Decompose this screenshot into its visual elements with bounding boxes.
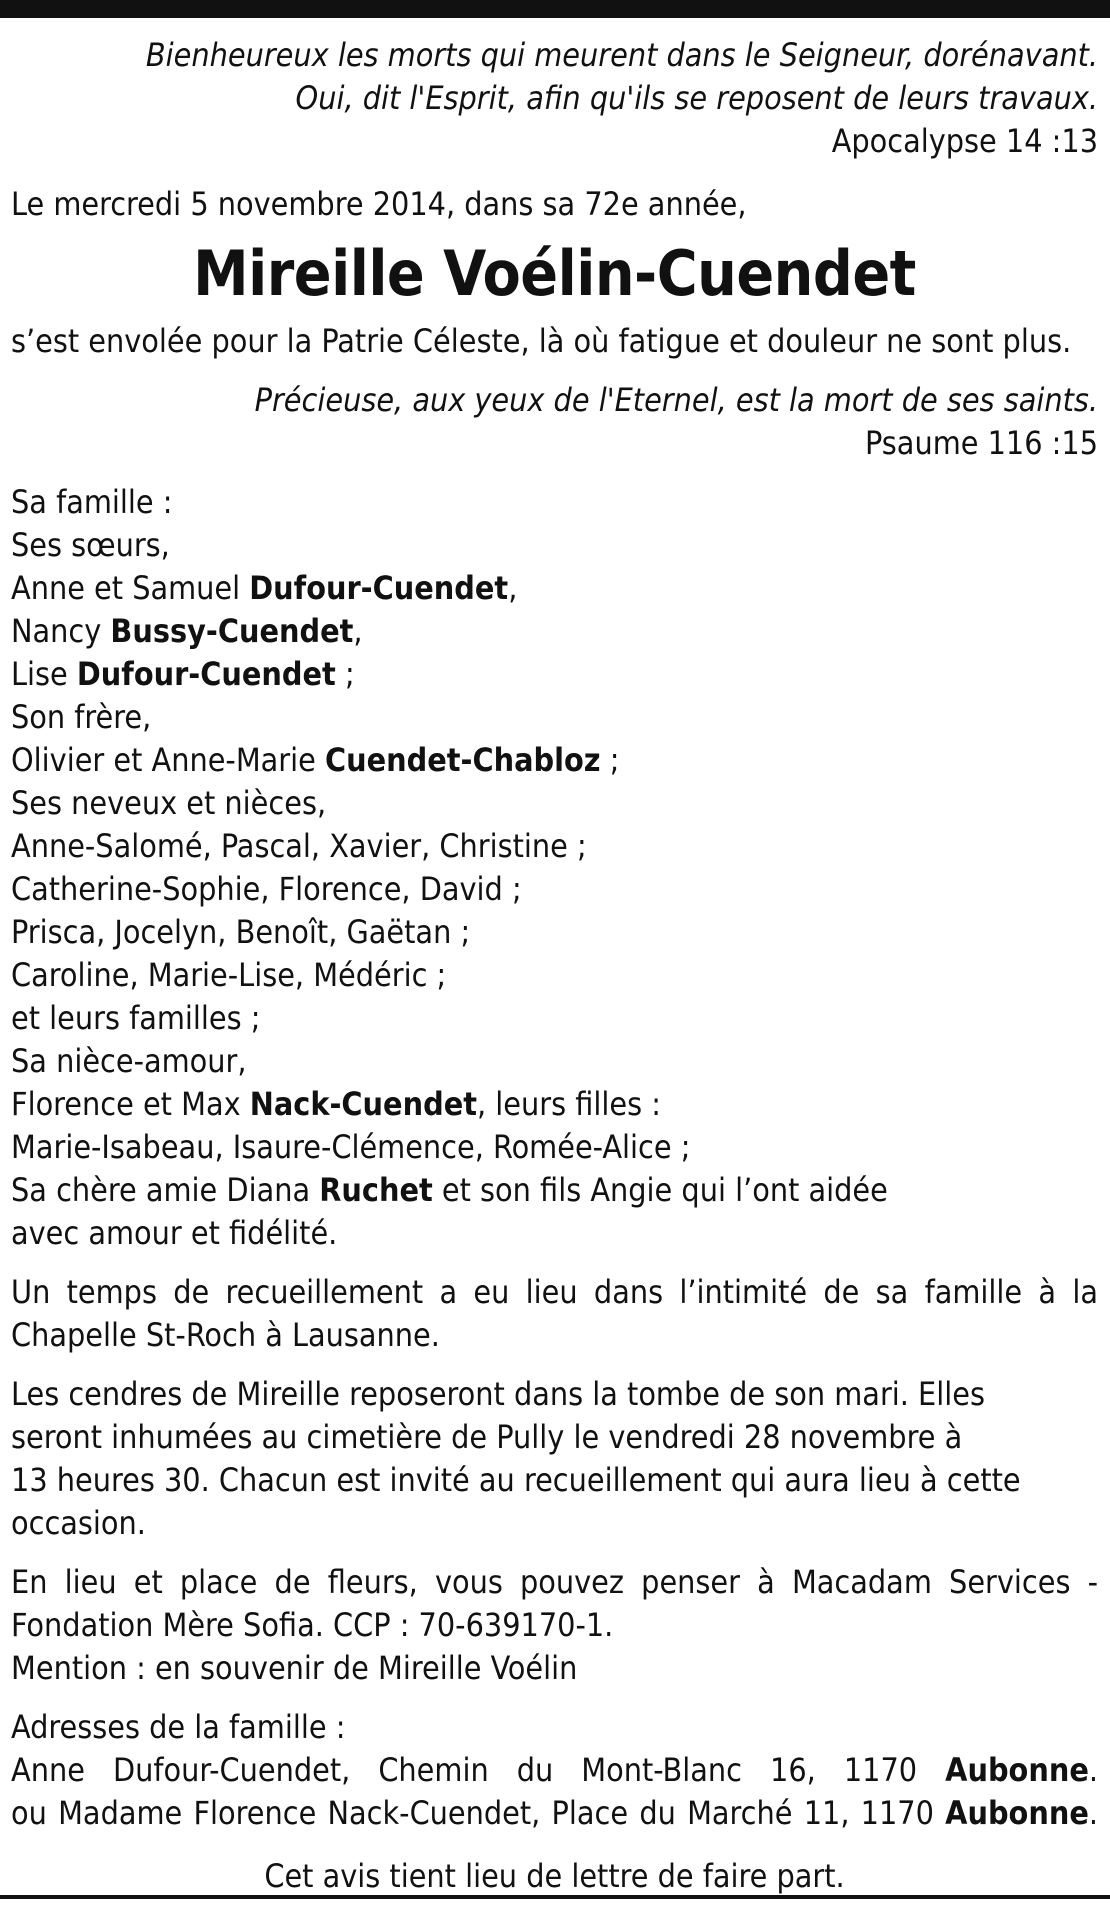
family-member-niece: Florence et Max Nack-Cuendet, leurs filles :	[11, 1085, 661, 1123]
verse-2-line-1: Précieuse, aux yeux de l'Eternel, est la mort de ses saints.	[254, 381, 1098, 419]
donation-paragraph	[11, 1561, 1098, 1690]
family-surname: Dufour-Cuendet	[249, 569, 509, 607]
closing-note: Cet avis tient lieu de lettre de faire part.	[264, 1857, 845, 1895]
sisters-heading: Ses sœurs,	[11, 526, 170, 564]
burial-line-4: occasion.	[11, 1504, 146, 1542]
niece-heading: Sa nièce-amour,	[11, 1042, 247, 1080]
family-surname: Bussy-Cuendet	[110, 612, 354, 650]
ceremony-line-2: Chapelle St-Roch à Lausanne.	[11, 1316, 440, 1354]
verse-1-line-1: Bienheureux les morts qui meurent dans le Seigneur, dorénavant.	[145, 36, 1098, 74]
family-heading: Sa famille :	[11, 483, 173, 521]
nephews-line: et leurs familles ;	[11, 999, 261, 1037]
brother-heading: Son frère,	[11, 698, 152, 736]
nephews-line: Catherine-Sophie, Florence, David ;	[11, 870, 522, 908]
family-addresses	[11, 1706, 1098, 1835]
burial-paragraph	[11, 1373, 1098, 1545]
obituary-notice	[11, 34, 1098, 1898]
family-surname: Cuendet-Chabloz	[324, 741, 601, 779]
burial-line-2: seront inhumées au cimetière de Pully le vendredi 28 novembre à	[11, 1418, 963, 1456]
address-city: Aubonne	[945, 1794, 1089, 1832]
ceremony-paragraph	[11, 1271, 1098, 1357]
family-friend-line-2: avec amour et fidélité.	[11, 1214, 338, 1252]
addresses-heading: Adresses de la famille :	[11, 1708, 346, 1746]
address-city: Aubonne	[945, 1751, 1089, 1789]
family-list	[11, 481, 1098, 1255]
family-surname: Dufour-Cuendet	[76, 655, 336, 693]
ceremony-line-1: Un temps de recueillement a eu lieu dans l’intimité de sa famille à la	[11, 1273, 1098, 1311]
donation-line-3: Mention : en souvenir de Mireille Voélin	[11, 1649, 578, 1687]
family-surname: Nack-Cuendet	[249, 1085, 477, 1123]
verse-1-reference: Apocalypse 14 :13	[831, 122, 1098, 160]
nephews-line: Prisca, Jocelyn, Benoît, Gaëtan ;	[11, 913, 471, 951]
donation-line-2: Fondation Mère Sofia. CCP : 70-639170-1.	[11, 1606, 614, 1644]
address-line-1: Anne Dufour-Cuendet, Chemin du Mont-Blanc 16, 1170 Aubonne.	[11, 1751, 1098, 1789]
nephews-heading: Ses neveux et nièces,	[11, 784, 327, 822]
nephews-line: Caroline, Marie-Lise, Médéric ;	[11, 956, 447, 994]
burial-line-1: Les cendres de Mireille reposeront dans la tombe de son mari. Elles	[11, 1375, 985, 1413]
bottom-border-rule	[0, 1895, 1110, 1899]
family-friend: Sa chère amie Diana Ruchet et son fils Angie qui l’ont aidée	[11, 1171, 888, 1209]
family-surname: Ruchet	[319, 1171, 433, 1209]
departure-line: s’est envolée pour la Patrie Céleste, là où fatigue et douleur ne sont plus.	[11, 322, 1072, 360]
family-member-sister-3: Lise Dufour-Cuendet ;	[11, 655, 355, 693]
verse-2-reference: Psaume 116 :15	[865, 424, 1098, 462]
family-member-sister-2: Nancy Bussy-Cuendet,	[11, 612, 363, 650]
burial-line-3: 13 heures 30. Chacun est invité au recueillement qui aura lieu à cette	[11, 1461, 1021, 1499]
family-member-brother: Olivier et Anne-Marie Cuendet-Chabloz ;	[11, 741, 620, 779]
address-line-2: ou Madame Florence Nack-Cuendet, Place du Marché 11, 1170 Aubonne.	[11, 1794, 1098, 1832]
verse-1-line-2: Oui, dit l'Esprit, afin qu'ils se reposent de leurs travaux.	[295, 79, 1098, 117]
deceased-name: Mireille Voélin-Cuendet	[193, 237, 916, 310]
top-border-rule	[0, 0, 1110, 18]
family-member-sister-1: Anne et Samuel Dufour-Cuendet,	[11, 569, 518, 607]
donation-line-1: En lieu et place de fleurs, vous pouvez penser à Macadam Services -	[11, 1563, 1098, 1601]
niece-daughters: Marie-Isabeau, Isaure-Clémence, Romée-Alice ;	[11, 1128, 691, 1166]
death-date-intro: Le mercredi 5 novembre 2014, dans sa 72e année,	[11, 185, 747, 223]
nephews-line: Anne-Salomé, Pascal, Xavier, Christine ;	[11, 827, 587, 865]
